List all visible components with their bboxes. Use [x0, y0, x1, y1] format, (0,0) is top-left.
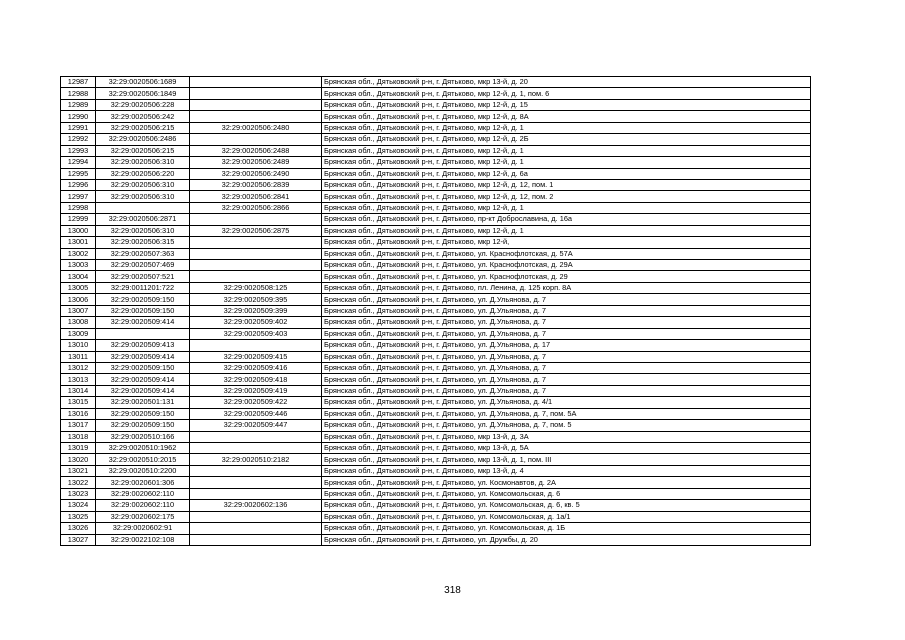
table-row	[61, 340, 811, 351]
row-number-cell: 13000	[61, 225, 96, 236]
row-number-cell: 13016	[61, 408, 96, 419]
row-number-cell: 13015	[61, 397, 96, 408]
related-cadastral-number-cell: 32:29:0020509:422	[190, 397, 322, 408]
address-cell: Брянская обл., Дятьковский р-н, г. Дятьково, мкр 12-й, д. 12, пом. 2	[322, 191, 811, 202]
related-cadastral-number-cell: 32:29:0020509:418	[190, 374, 322, 385]
address-cell: Брянская обл., Дятьковский р-н, г. Дятьково, мкр 12-й, д. 1	[322, 157, 811, 168]
address-cell: Брянская обл., Дятьковский р-н, г. Дятьково, ул. Краснофлотская, д. 57А	[322, 248, 811, 259]
row-number-cell: 13017	[61, 420, 96, 431]
row-number-cell: 13013	[61, 374, 96, 385]
table-row	[61, 77, 811, 88]
address-cell: Брянская обл., Дятьковский р-н, г. Дятьково, ул. Д.Ульянова, д. 7	[322, 317, 811, 328]
address-cell: Брянская обл., Дятьковский р-н, г. Дятьково, мкр 13-й, д. 3А	[322, 431, 811, 442]
row-number-cell: 13024	[61, 500, 96, 511]
table-row	[61, 225, 811, 236]
related-cadastral-number-cell: 32:29:0020509:419	[190, 385, 322, 396]
related-cadastral-number-cell: 32:29:0020509:399	[190, 305, 322, 316]
row-number-cell: 13001	[61, 237, 96, 248]
address-cell: Брянская обл., Дятьковский р-н, г. Дятьково, мкр 13-й, д. 5А	[322, 443, 811, 454]
table-row	[61, 260, 811, 271]
related-cadastral-number-cell: 32:29:0020510:2182	[190, 454, 322, 465]
address-cell: Брянская обл., Дятьковский р-н, г. Дятьково, мкр 12-й, д. 1	[322, 202, 811, 213]
address-cell: Брянская обл., Дятьковский р-н, г. Дятьково, пл. Ленина, д. 125 корп. 8А	[322, 282, 811, 293]
related-cadastral-number-cell: 32:29:0020602:136	[190, 500, 322, 511]
table-row	[61, 397, 811, 408]
address-cell: Брянская обл., Дятьковский р-н, г. Дятьково, мкр 12-й, д. 1	[322, 145, 811, 156]
row-number-cell: 13009	[61, 328, 96, 339]
table-row	[61, 122, 811, 133]
related-cadastral-number-cell: 32:29:0020509:395	[190, 294, 322, 305]
table-row	[61, 420, 811, 431]
address-cell: Брянская обл., Дятьковский р-н, г. Дятьково, ул. Комсомольская, д. 1Б	[322, 523, 811, 534]
cadastral-number-cell: 32:29:0020509:413	[96, 340, 190, 351]
address-cell: Брянская обл., Дятьковский р-н, г. Дятьково, ул. Комсомольская, д. 1а/1	[322, 511, 811, 522]
table-row	[61, 443, 811, 454]
row-number-cell: 12987	[61, 77, 96, 88]
address-cell: Брянская обл., Дятьковский р-н, г. Дятьково, мкр 12-й,	[322, 237, 811, 248]
cadastral-number-cell: 32:29:0020506:2486	[96, 134, 190, 145]
row-number-cell: 13004	[61, 271, 96, 282]
table-row	[61, 168, 811, 179]
address-cell: Брянская обл., Дятьковский р-н, г. Дятьково, ул. Д.Ульянова, д. 7	[322, 351, 811, 362]
address-cell: Брянская обл., Дятьковский р-н, г. Дятьково, ул. Космонавтов, д. 2А	[322, 477, 811, 488]
related-cadastral-number-cell	[190, 488, 322, 499]
table-row	[61, 454, 811, 465]
related-cadastral-number-cell: 32:29:0020509:446	[190, 408, 322, 419]
address-cell: Брянская обл., Дятьковский р-н, г. Дятьково, мкр 13-й, д. 4	[322, 465, 811, 476]
row-number-cell: 12998	[61, 202, 96, 213]
row-number-cell: 13007	[61, 305, 96, 316]
table-row	[61, 305, 811, 316]
row-number-cell: 12991	[61, 122, 96, 133]
table-row	[61, 191, 811, 202]
related-cadastral-number-cell	[190, 271, 322, 282]
table-row	[61, 477, 811, 488]
cadastral-number-cell: 32:29:0020509:150	[96, 362, 190, 373]
cadastral-number-cell: 32:29:0020506:310	[96, 191, 190, 202]
related-cadastral-number-cell	[190, 465, 322, 476]
cadastral-number-cell: 32:29:0020602:110	[96, 500, 190, 511]
row-number-cell: 13002	[61, 248, 96, 259]
row-number-cell: 13012	[61, 362, 96, 373]
related-cadastral-number-cell	[190, 134, 322, 145]
table-row	[61, 374, 811, 385]
related-cadastral-number-cell: 32:29:0020506:2490	[190, 168, 322, 179]
table-row	[61, 534, 811, 545]
related-cadastral-number-cell	[190, 111, 322, 122]
address-cell: Брянская обл., Дятьковский р-н, г. Дятьково, ул. Комсомольская, д. 6, кв. 5	[322, 500, 811, 511]
cadastral-number-cell: 32:29:0020602:110	[96, 488, 190, 499]
row-number-cell: 12997	[61, 191, 96, 202]
cadastral-number-cell: 32:29:0020507:469	[96, 260, 190, 271]
table-row	[61, 317, 811, 328]
table-row	[61, 145, 811, 156]
related-cadastral-number-cell	[190, 260, 322, 271]
cadastral-number-cell: 32:29:0020509:414	[96, 374, 190, 385]
table-row	[61, 237, 811, 248]
cadastral-table	[60, 76, 811, 546]
cadastral-number-cell: 32:29:0020509:150	[96, 305, 190, 316]
cadastral-number-cell: 32:29:0020510:1962	[96, 443, 190, 454]
table-row	[61, 271, 811, 282]
table-row	[61, 111, 811, 122]
cadastral-number-cell: 32:29:0020506:1849	[96, 88, 190, 99]
address-cell: Брянская обл., Дятьковский р-н, г. Дятьково, мкр 12-й, д. 2Б	[322, 134, 811, 145]
address-cell: Брянская обл., Дятьковский р-н, г. Дятьково, ул. Д.Ульянова, д. 7	[322, 305, 811, 316]
cadastral-number-cell: 32:29:0020601:306	[96, 477, 190, 488]
cadastral-number-cell: 32:29:0020509:150	[96, 408, 190, 419]
table-row	[61, 202, 811, 213]
address-cell: Брянская обл., Дятьковский р-н, г. Дятьково, ул. Краснофлотская, д. 29	[322, 271, 811, 282]
address-cell: Брянская обл., Дятьковский р-н, г. Дятьково, ул. Д.Ульянова, д. 7	[322, 374, 811, 385]
address-cell: Брянская обл., Дятьковский р-н, г. Дятьково, ул. Д.Ульянова, д. 7	[322, 294, 811, 305]
cadastral-number-cell: 32:29:0020506:220	[96, 168, 190, 179]
cadastral-number-cell: 32:29:0020510:2200	[96, 465, 190, 476]
table-body	[61, 77, 811, 546]
cadastral-number-cell: 32:29:0020501:131	[96, 397, 190, 408]
address-cell: Брянская обл., Дятьковский р-н, г. Дятьково, ул. Д.Ульянова, д. 4/1	[322, 397, 811, 408]
address-cell: Брянская обл., Дятьковский р-н, г. Дятьково, ул. Д.Ульянова, д. 7	[322, 385, 811, 396]
cadastral-number-cell	[96, 328, 190, 339]
table-row	[61, 248, 811, 259]
address-cell: Брянская обл., Дятьковский р-н, г. Дятьково, мкр 12-й, д. 1, пом. 6	[322, 88, 811, 99]
address-cell: Брянская обл., Дятьковский р-н, г. Дятьково, ул. Дружбы, д. 20	[322, 534, 811, 545]
table-row	[61, 362, 811, 373]
table-row	[61, 465, 811, 476]
row-number-cell: 12996	[61, 179, 96, 190]
related-cadastral-number-cell: 32:29:0020506:2866	[190, 202, 322, 213]
cadastral-number-cell: 32:29:0020506:242	[96, 111, 190, 122]
related-cadastral-number-cell	[190, 443, 322, 454]
related-cadastral-number-cell: 32:29:0020509:402	[190, 317, 322, 328]
address-cell: Брянская обл., Дятьковский р-н, г. Дятьково, ул. Комсомольская, д. 6	[322, 488, 811, 499]
cadastral-number-cell: 32:29:0011201:722	[96, 282, 190, 293]
cadastral-number-cell: 32:29:0020509:414	[96, 351, 190, 362]
row-number-cell: 13014	[61, 385, 96, 396]
cadastral-number-cell: 32:29:0020509:150	[96, 420, 190, 431]
cadastral-number-cell: 32:29:0020507:521	[96, 271, 190, 282]
cadastral-number-cell: 32:29:0020506:215	[96, 145, 190, 156]
address-cell: Брянская обл., Дятьковский р-н, г. Дятьково, мкр 12-й, д. 1	[322, 225, 811, 236]
related-cadastral-number-cell	[190, 77, 322, 88]
row-number-cell: 12988	[61, 88, 96, 99]
address-cell: Брянская обл., Дятьковский р-н, г. Дятьково, мкр 12-й, д. 6а	[322, 168, 811, 179]
row-number-cell: 13005	[61, 282, 96, 293]
address-cell: Брянская обл., Дятьковский р-н, г. Дятьково, мкр 12-й, д. 8А	[322, 111, 811, 122]
related-cadastral-number-cell	[190, 237, 322, 248]
table-row	[61, 294, 811, 305]
related-cadastral-number-cell: 32:29:0020506:2489	[190, 157, 322, 168]
related-cadastral-number-cell	[190, 523, 322, 534]
row-number-cell: 13010	[61, 340, 96, 351]
related-cadastral-number-cell	[190, 340, 322, 351]
related-cadastral-number-cell: 32:29:0020509:416	[190, 362, 322, 373]
address-cell: Брянская обл., Дятьковский р-н, г. Дятьково, мкр 13-й, д. 1, пом. III	[322, 454, 811, 465]
cadastral-number-cell: 32:29:0020506:310	[96, 225, 190, 236]
cadastral-number-cell: 32:29:0020507:363	[96, 248, 190, 259]
related-cadastral-number-cell: 32:29:0020508:125	[190, 282, 322, 293]
related-cadastral-number-cell: 32:29:0020509:415	[190, 351, 322, 362]
table-row	[61, 99, 811, 110]
cadastral-number-cell: 32:29:0020506:310	[96, 157, 190, 168]
table-row	[61, 408, 811, 419]
cadastral-number-cell: 32:29:0020506:2871	[96, 214, 190, 225]
table-row	[61, 214, 811, 225]
cadastral-number-cell: 32:29:0020602:175	[96, 511, 190, 522]
table-row	[61, 157, 811, 168]
related-cadastral-number-cell	[190, 431, 322, 442]
related-cadastral-number-cell: 32:29:0020506:2488	[190, 145, 322, 156]
cadastral-number-cell: 32:29:0022102:108	[96, 534, 190, 545]
row-number-cell: 12993	[61, 145, 96, 156]
address-cell: Брянская обл., Дятьковский р-н, г. Дятьково, ул. Д.Ульянова, д. 17	[322, 340, 811, 351]
page-number: 318	[444, 585, 461, 596]
table-row	[61, 328, 811, 339]
row-number-cell: 12999	[61, 214, 96, 225]
cadastral-number-cell: 32:29:0020506:228	[96, 99, 190, 110]
address-cell: Брянская обл., Дятьковский р-н, г. Дятьково, ул. Краснофлотская, д. 29А	[322, 260, 811, 271]
cadastral-number-cell: 32:29:0020509:150	[96, 294, 190, 305]
table-row	[61, 523, 811, 534]
related-cadastral-number-cell	[190, 214, 322, 225]
row-number-cell: 13008	[61, 317, 96, 328]
cadastral-number-cell: 32:29:0020602:91	[96, 523, 190, 534]
table-row	[61, 282, 811, 293]
cadastral-number-cell: 32:29:0020506:1689	[96, 77, 190, 88]
related-cadastral-number-cell: 32:29:0020506:2480	[190, 122, 322, 133]
table-row	[61, 500, 811, 511]
address-cell: Брянская обл., Дятьковский р-н, г. Дятьково, мкр 12-й, д. 15	[322, 99, 811, 110]
row-number-cell: 13020	[61, 454, 96, 465]
row-number-cell: 12995	[61, 168, 96, 179]
related-cadastral-number-cell	[190, 99, 322, 110]
row-number-cell: 13025	[61, 511, 96, 522]
row-number-cell: 13018	[61, 431, 96, 442]
related-cadastral-number-cell	[190, 88, 322, 99]
related-cadastral-number-cell	[190, 248, 322, 259]
address-cell: Брянская обл., Дятьковский р-н, г. Дятьково, мкр 12-й, д. 1	[322, 122, 811, 133]
related-cadastral-number-cell: 32:29:0020509:403	[190, 328, 322, 339]
cadastral-number-cell: 32:29:0020506:310	[96, 179, 190, 190]
related-cadastral-number-cell	[190, 511, 322, 522]
table-row	[61, 88, 811, 99]
cadastral-number-cell	[96, 202, 190, 213]
row-number-cell: 13027	[61, 534, 96, 545]
table-row	[61, 488, 811, 499]
row-number-cell: 12994	[61, 157, 96, 168]
address-cell: Брянская обл., Дятьковский р-н, г. Дятьково, ул. Д.Ульянова, д. 7, пом. 5А	[322, 408, 811, 419]
address-cell: Брянская обл., Дятьковский р-н, г. Дятьково, ул. Д.Ульянова, д. 7	[322, 328, 811, 339]
row-number-cell: 13019	[61, 443, 96, 454]
row-number-cell: 13003	[61, 260, 96, 271]
row-number-cell: 13022	[61, 477, 96, 488]
row-number-cell: 13023	[61, 488, 96, 499]
cadastral-number-cell: 32:29:0020506:215	[96, 122, 190, 133]
table-row	[61, 385, 811, 396]
address-cell: Брянская обл., Дятьковский р-н, г. Дятьково, ул. Д.Ульянова, д. 7, пом. 5	[322, 420, 811, 431]
row-number-cell: 12992	[61, 134, 96, 145]
cadastral-number-cell: 32:29:0020510:2015	[96, 454, 190, 465]
related-cadastral-number-cell: 32:29:0020509:447	[190, 420, 322, 431]
table-row	[61, 351, 811, 362]
related-cadastral-number-cell	[190, 534, 322, 545]
related-cadastral-number-cell: 32:29:0020506:2875	[190, 225, 322, 236]
cadastral-number-cell: 32:29:0020509:414	[96, 385, 190, 396]
row-number-cell: 12989	[61, 99, 96, 110]
related-cadastral-number-cell: 32:29:0020506:2841	[190, 191, 322, 202]
cadastral-number-cell: 32:29:0020510:166	[96, 431, 190, 442]
table-row	[61, 431, 811, 442]
cadastral-number-cell: 32:29:0020506:315	[96, 237, 190, 248]
related-cadastral-number-cell	[190, 477, 322, 488]
row-number-cell: 12990	[61, 111, 96, 122]
table-row	[61, 134, 811, 145]
address-cell: Брянская обл., Дятьковский р-н, г. Дятьково, мкр 13-й, д. 20	[322, 77, 811, 88]
address-cell: Брянская обл., Дятьковский р-н, г. Дятьково, ул. Д.Ульянова, д. 7	[322, 362, 811, 373]
table-row	[61, 179, 811, 190]
row-number-cell: 13021	[61, 465, 96, 476]
row-number-cell: 13011	[61, 351, 96, 362]
cadastral-number-cell: 32:29:0020509:414	[96, 317, 190, 328]
row-number-cell: 13006	[61, 294, 96, 305]
address-cell: Брянская обл., Дятьковский р-н, г. Дятьково, пр-кт Доброславина, д. 16а	[322, 214, 811, 225]
row-number-cell: 13026	[61, 523, 96, 534]
related-cadastral-number-cell: 32:29:0020506:2839	[190, 179, 322, 190]
address-cell: Брянская обл., Дятьковский р-н, г. Дятьково, мкр 12-й, д. 12, пом. 1	[322, 179, 811, 190]
table-row	[61, 511, 811, 522]
